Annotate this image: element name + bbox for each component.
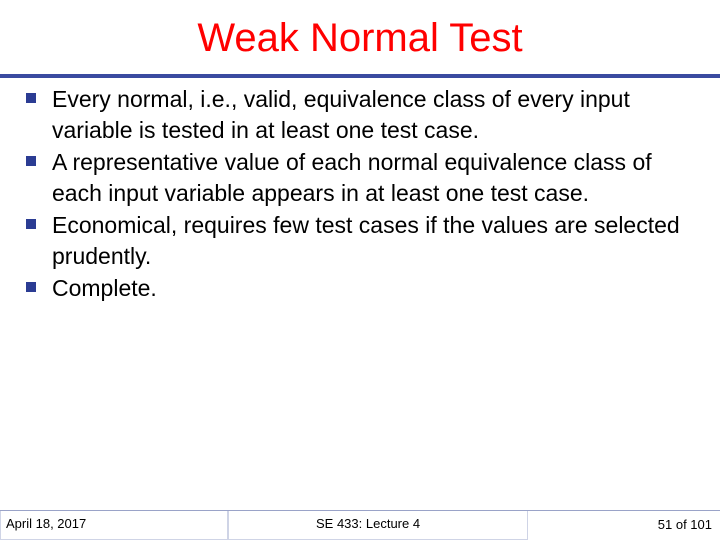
bullet-item: [22, 210, 702, 272]
bullet-item: [22, 84, 702, 146]
square-bullet-icon: [26, 219, 36, 229]
square-bullet-icon: [26, 282, 36, 292]
footer-date: April 18, 2017: [6, 516, 87, 531]
footer-course: SE 433: Lecture 4: [316, 516, 421, 531]
bullet-text: Economical, requires few test cases if the values are selected prudently.: [52, 212, 680, 269]
bullet-item: [22, 273, 702, 304]
bullet-text: A representative value of each normal equivalence class of each input variable appears in at least one test case.: [52, 149, 652, 206]
bullet-text: Every normal, i.e., valid, equivalence class of every input variable is tested in at least one test case.: [52, 86, 630, 143]
bullet-list: [22, 84, 702, 305]
square-bullet-icon: [26, 156, 36, 166]
bullet-text: Complete.: [52, 275, 157, 301]
slide-title: Weak Normal Test: [197, 16, 523, 60]
square-bullet-icon: [26, 93, 36, 103]
title-divider: [0, 74, 720, 78]
bullet-item: [22, 147, 702, 209]
page-number: 51 of 101: [657, 517, 712, 532]
